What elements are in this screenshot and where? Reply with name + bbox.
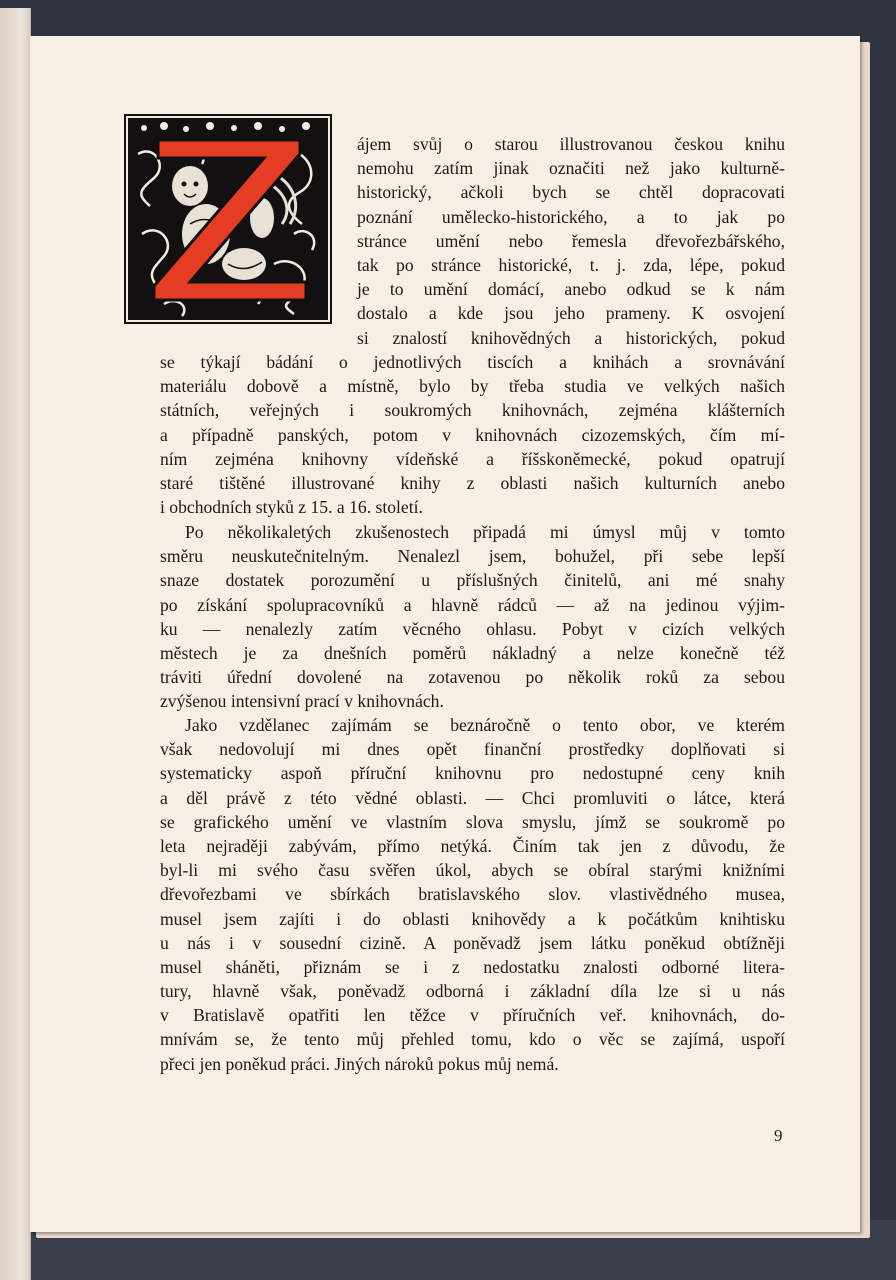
text-line: však nedovolují mi dnes opět finanční prostředky doplňovati si <box>160 739 785 760</box>
facing-page-edge <box>0 8 31 1280</box>
text-line: přeci jen poněkud práci. Jiných nároků pokus můj nemá. <box>160 1053 559 1074</box>
text-line: staré tištěné illustrované knihy z oblasti našich kulturních anebo <box>160 472 785 493</box>
text-line: zvýšenou intensivní prací v knihovnách. <box>160 691 444 712</box>
text-line: v Bratislavě opatřiti len těžce v příručních veř. knihovnách, do- <box>160 1005 785 1026</box>
text-line: i obchodních styků z 15. a 16. století. <box>160 497 423 518</box>
text-line: se týkají bádání o jednotlivých tiscích a knihách a srovnávání <box>160 352 785 372</box>
text-line: musel jsem zajíti i do oblasti knihovědy a k počátkům knihtisku <box>160 908 785 929</box>
text-line: tury, hlavně však, poněvadž odborná i základní díla lze si u nás <box>160 981 785 1002</box>
text-line: mnívám se, že tento můj přehled tomu, kdo o věc se zajímá, uspoří <box>160 1029 785 1050</box>
text-line: dostalo a kde jsou jeho prameny. K osvojení <box>357 303 785 324</box>
text-line: po získání spolupracovníků a hlavně rádců — až na jedinou výjim- <box>160 594 785 615</box>
text-line: tak po stránce historické, t. j. zda, lépe, pokud <box>357 254 785 275</box>
text-line: a děl právě z této vědné oblasti. — Chci promluviti o látce, která <box>160 787 785 808</box>
text-line: státních, veřejných i soukromých knihovnách, zejména klášterních <box>160 400 785 421</box>
text-line: nemohu zatím jinak označiti než jako kulturně- <box>357 158 785 179</box>
decorated-initial <box>124 114 332 324</box>
text-line: materiálu dobově a místně, bylo by třeba studia ve velkých našich <box>160 376 785 397</box>
text-line: směru neuskutečnitelným. Nenalezl jsem, bohužel, při sebe lepší <box>160 546 785 567</box>
text-line: musel sháněti, přiznám se i z nedostatku znalosti odborné litera- <box>160 956 785 977</box>
text-line: Jako vzdělanec zajímám se beznáročně o tento obor, ve kterém <box>185 715 785 735</box>
paragraph-3 <box>160 713 785 1076</box>
text-line: a případně panských, potom v knihovnách cizozemských, čím mí- <box>160 424 785 445</box>
text-line: stránce umění nebo řemesla dřevořezbářského, <box>357 230 785 251</box>
paragraph-2 <box>160 520 785 714</box>
text-line: u nás i v sousední cizině. A poněvadž jsem látku poněkud obtížněji <box>160 932 785 953</box>
text-line: Po několikaletých zkušenostech připadá mi úmysl můj v tomto <box>185 522 785 542</box>
page-number: 9 <box>774 1126 783 1145</box>
text-line: je to umění domácí, anebo odkud se k nám <box>357 279 785 300</box>
text-line: snaze dostatek porozumění u příslušných činitelů, ani mé snahy <box>160 570 785 591</box>
text-line: historický, ačkoli bych se chtěl dopracovati <box>357 182 785 203</box>
paragraph-1-wrapped <box>357 132 785 350</box>
text-line: byl-li mi svého času svěřen úkol, abych se obíral starými knižními <box>160 860 785 881</box>
text-line: poznání umělecko-historického, a to jak po <box>357 206 785 227</box>
woodcut-initial-graphic <box>124 114 332 324</box>
paragraph-1-body <box>160 350 785 519</box>
text-line: tráviti úřední dovolené na zotavenou po několik roků za sebou <box>160 667 785 688</box>
text-line: ním zejména knihovny vídeňské a říšskoněmecké, pokud opatrují <box>160 448 785 469</box>
text-line: si znalostí knihovědných a historických, pokud <box>357 327 785 348</box>
text-line: se grafického umění ve vlastním slova smyslu, jímž se soukromě po <box>160 811 785 832</box>
text-line: dřevořezbami ve sbírkách bratislavského slov. vlastivědného musea, <box>160 884 785 905</box>
text-line: městech je za dnešních poměrů nákladný a nelze konečně též <box>160 642 785 663</box>
text-line: systematicky aspoň příruční knihovnu pro nedostupné ceny knih <box>160 763 785 784</box>
text-line: ku — nenalezly zatím věcného ohlasu. Pobyt v cizích velkých <box>160 618 785 639</box>
text-line: ájem svůj o starou illustrovanou českou knihu <box>357 134 785 154</box>
text-line: leta nejraději zabývám, přímo netýká. Činím tak jen z důvodu, že <box>160 835 785 856</box>
book-page <box>30 36 860 1232</box>
